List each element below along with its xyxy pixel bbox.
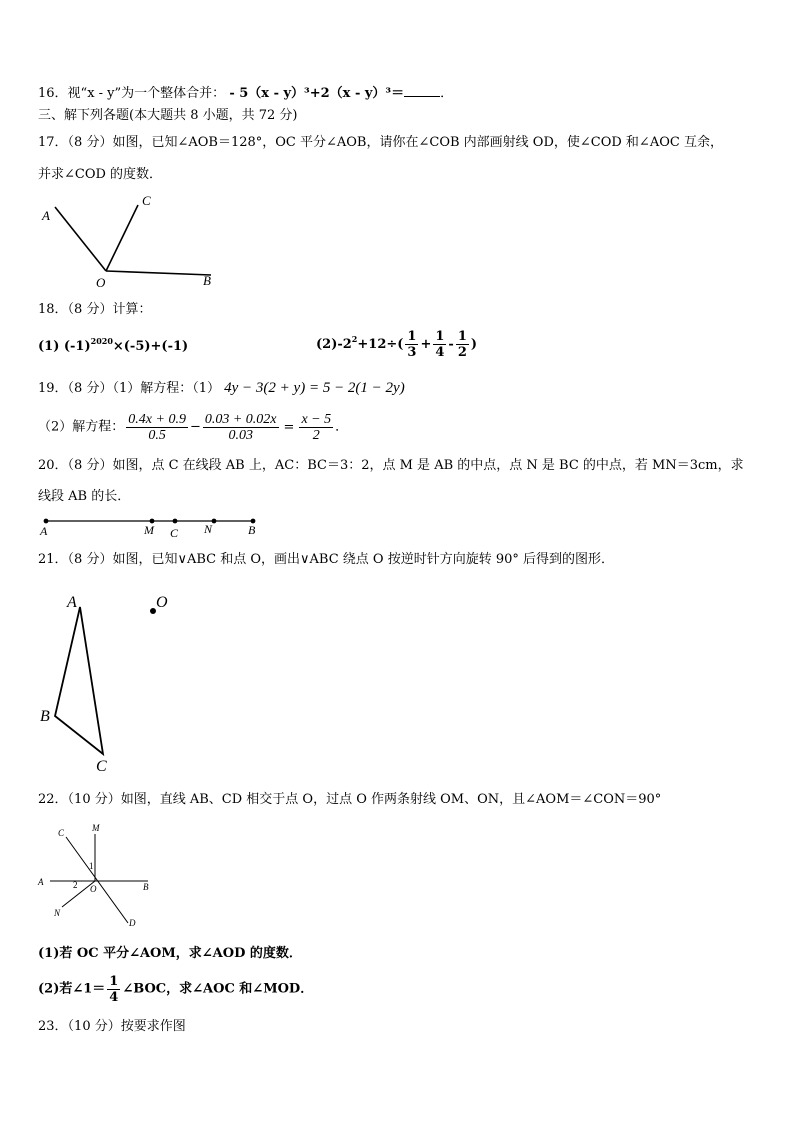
- q23-text: （10 分）按要求作图: [67, 1019, 186, 1034]
- q18-number: 18．: [38, 302, 68, 317]
- q17-figure: [40, 192, 230, 292]
- q19-number: 19．: [38, 381, 68, 396]
- label-a: A: [40, 524, 48, 538]
- q17-number: 17．: [38, 135, 68, 150]
- q17-line-1: [38, 135, 723, 151]
- q18-part-1: [38, 336, 189, 355]
- label-a: A: [67, 594, 77, 611]
- point-a: [44, 519, 49, 524]
- q18-p1-rest: ×(-5)+(-1): [112, 339, 189, 354]
- q17-line-2: 并求∠COD 的度数．: [38, 167, 163, 182]
- label-o: O: [96, 275, 106, 290]
- label-m: M: [92, 823, 100, 833]
- label-n: N: [204, 522, 213, 536]
- q20-segment-figure: [38, 515, 268, 539]
- ray-ob: [106, 271, 211, 275]
- label-n: N: [54, 908, 61, 918]
- q16-text: 视“x - y”为一个整体合并：: [67, 86, 226, 101]
- ray-oa: [55, 207, 106, 271]
- q19-line-1: [38, 380, 405, 397]
- point-n: [212, 519, 217, 524]
- point-c: [173, 519, 178, 524]
- label-o: O: [156, 594, 168, 611]
- label-b: B: [40, 708, 50, 725]
- q16-answer-blank[interactable]: [404, 84, 440, 97]
- label-b: B: [248, 523, 256, 537]
- q22-p2-end: ∠BOC，求∠AOC 和∠MOD．: [122, 981, 314, 997]
- q19-line-2: （2）解方程： $\frac{0.4x + 0.9}{0.5}$ − $\frac{0.03 + 0.02x}{0.03}$ = $\frac{x - 5}{2}$ ．: [38, 412, 349, 443]
- q19-text-1: （8 分）（1）解方程：（1）: [67, 381, 220, 396]
- q22-p2-start: (2)若∠1＝: [38, 981, 106, 997]
- q19-text-2: （2）解方程：: [38, 419, 125, 435]
- q22-number: 22．: [38, 792, 68, 807]
- label-b: B: [203, 273, 211, 288]
- q16-expression: - 5（x - y）³+2（x - y）³＝: [229, 86, 405, 101]
- fraction-a: $\frac{0.4x + 0.9}{0.5}$: [128, 412, 186, 443]
- section-3-heading: 三、解下列各题(本大题共 8 小题，共 72 分): [38, 108, 298, 123]
- label-a: A: [42, 208, 50, 223]
- label-c: C: [142, 193, 151, 208]
- q22-part-2: [38, 974, 313, 1005]
- q18-p1-exponent: 2020: [90, 336, 113, 346]
- label-o: O: [90, 884, 97, 894]
- q21-number: 21．: [38, 552, 68, 567]
- label-d: D: [129, 918, 136, 928]
- q20-text-1: （8 分）如图，点 C 在线段 AB 上，AC：BC＝3：2，点 M 是 AB 的中点，点 N 是 BC 的中点，若 MN＝3cm，求: [67, 458, 744, 473]
- fraction-1-4: $\frac{1}{4}$: [435, 329, 445, 360]
- q22-text: （10 分）如图，直线 AB、CD 相交于点 O，过点 O 作两条射线 OM、ON，且∠AOM＝∠CON＝90°: [67, 792, 662, 807]
- q23-number: 23．: [38, 1019, 68, 1034]
- fraction-1-3: $\frac{1}{3}$: [407, 329, 417, 360]
- label-c: C: [58, 828, 65, 838]
- q18-part-2: $(2)-2^2+12\div$( $\frac{1}{3}$ + $\frac{1}{4}$ - $\frac{1}{2}$ ): [316, 329, 478, 360]
- fraction-1-2: $\frac{1}{2}$: [457, 329, 467, 360]
- q18-p2-rest: +12÷(: [357, 337, 404, 352]
- label-c: C: [96, 758, 107, 775]
- fraction-c: $\frac{x - 5}{2}$: [301, 412, 332, 443]
- q18-line: [38, 302, 151, 318]
- label-b: B: [143, 882, 149, 892]
- q23-line: [38, 1019, 186, 1035]
- angle-2-label: 2: [73, 880, 78, 890]
- q16-end: ．: [440, 86, 454, 101]
- q18-p1-base: (1) (-1): [38, 339, 91, 354]
- q22-part-1: (1)若 OC 平分∠AOM，求∠AOD 的度数．: [38, 946, 302, 961]
- q18-p2-base: (2)-2: [316, 337, 352, 352]
- q20-number: 20．: [38, 458, 68, 473]
- q20-line-2: 线段 AB 的长．: [38, 489, 131, 504]
- q22-lines-figure: [36, 822, 166, 932]
- label-a: A: [38, 877, 44, 887]
- triangle-abc: [55, 607, 103, 754]
- fraction-b: $\frac{0.03 + 0.02x}{0.03}$: [204, 412, 277, 443]
- q19-equation-1: 4y − 3(2 + y) = 5 − 2(1 − 2y): [224, 380, 405, 396]
- q20-line-1: [38, 458, 744, 474]
- q21-line: [38, 552, 614, 568]
- q18-p2-exponent: 2: [351, 334, 358, 344]
- q21-triangle-figure: [38, 590, 188, 780]
- q17-text-1: （8 分）如图，已知∠AOB＝128°，OC 平分∠AOB，请你在∠COB 内部画射线 OD，使∠COD 和∠AOC 互余，: [67, 135, 723, 150]
- q18-text: （8 分）计算：: [67, 302, 152, 317]
- ray-oc: [106, 205, 138, 271]
- angle-1-label: 1: [89, 861, 94, 871]
- label-c: C: [170, 526, 179, 540]
- fraction-1-4: $\frac{1}{4}$: [109, 974, 119, 1005]
- q16-line: [38, 84, 453, 102]
- q16-number: 16．: [38, 86, 68, 101]
- q22-line: [38, 792, 661, 808]
- label-m: M: [144, 523, 154, 537]
- q21-text: （8 分）如图，已知∨ABC 和点 O，画出∨ABC 绕点 O 按逆时针方向旋转 90° 后得到的图形．: [67, 552, 615, 567]
